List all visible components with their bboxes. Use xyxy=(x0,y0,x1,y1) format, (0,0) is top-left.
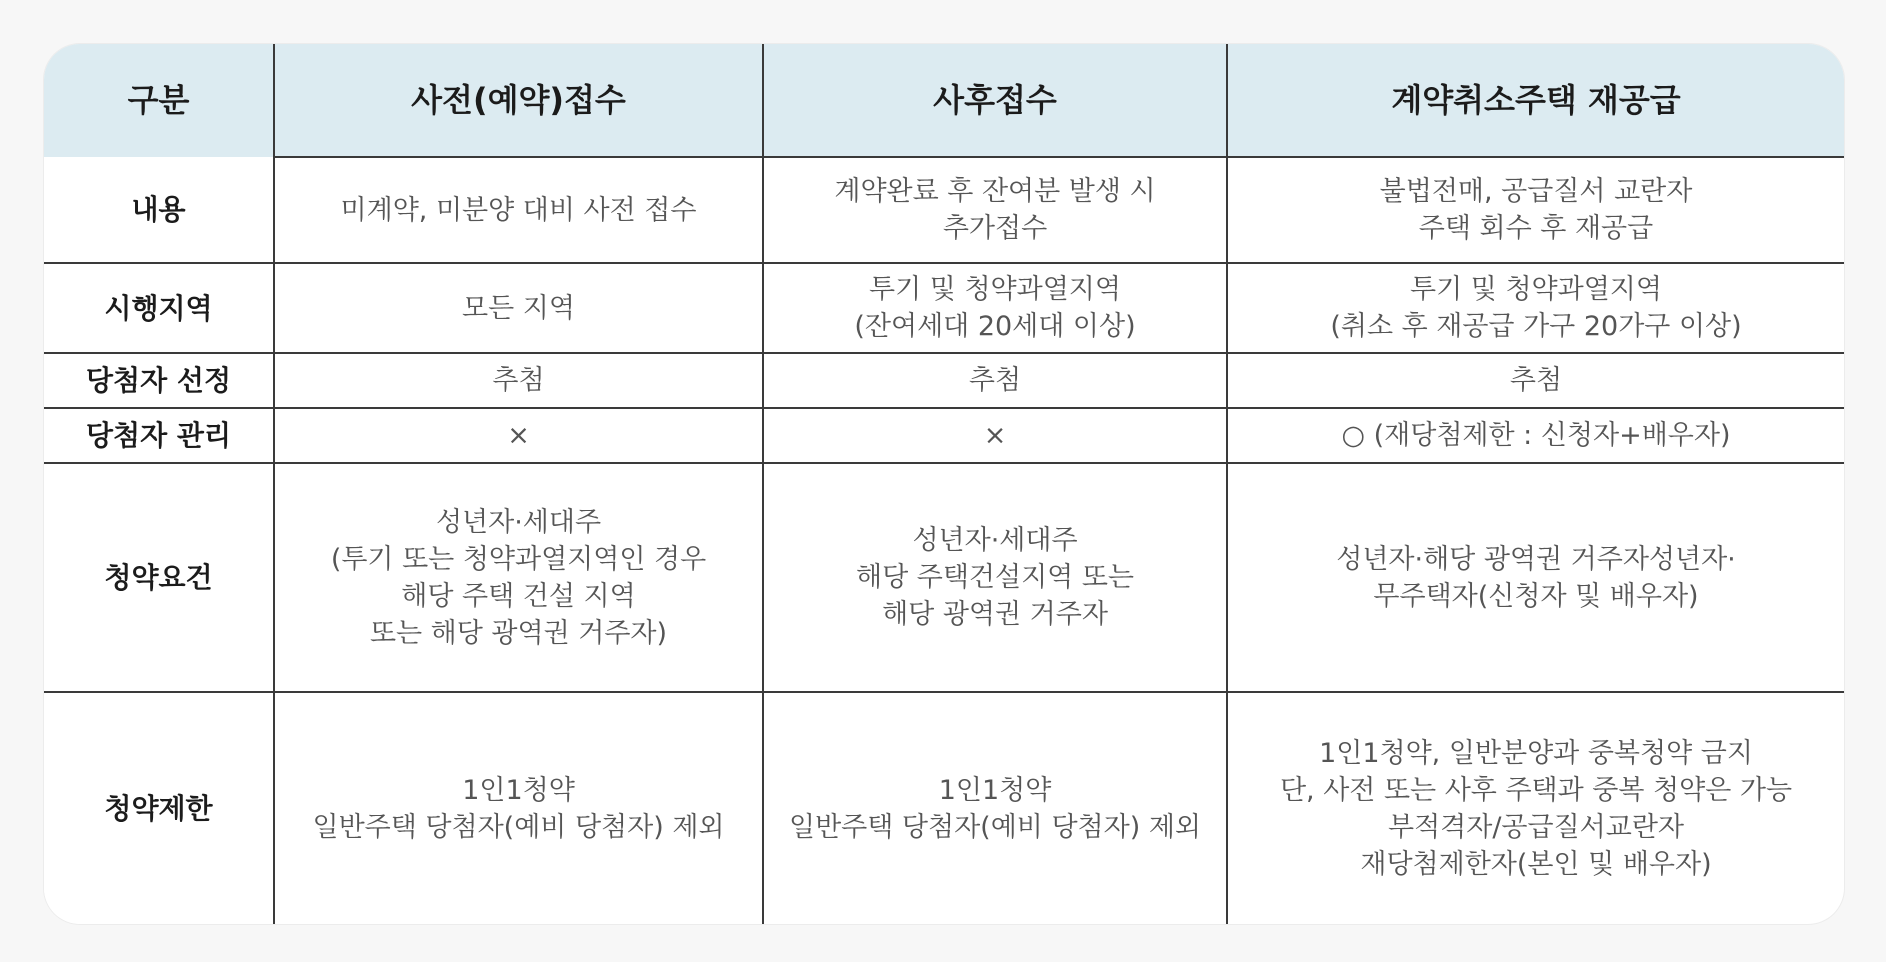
table-cell: 성년자·세대주 해당 주택건설지역 또는 해당 광역권 거주자 xyxy=(763,463,1227,692)
table-cell: 계약완료 후 잔여분 발생 시 추가접수 xyxy=(763,157,1227,263)
row-label: 청약요건 xyxy=(44,463,274,692)
comparison-table-card xyxy=(44,44,1844,924)
table-cell: 모든 지역 xyxy=(274,263,763,353)
comparison-table xyxy=(44,44,1844,924)
table-cell: 투기 및 청약과열지역 (취소 후 재공급 가구 20가구 이상) xyxy=(1227,263,1844,353)
table-cell: 투기 및 청약과열지역 (잔여세대 20세대 이상) xyxy=(763,263,1227,353)
table-row xyxy=(44,263,1844,353)
header-post-application: 사후접수 xyxy=(763,44,1227,157)
table-cell: 추첨 xyxy=(1227,353,1844,408)
table-cell: ○ (재당첨제한 : 신청자+배우자) xyxy=(1227,408,1844,463)
table-cell: 미계약, 미분양 대비 사전 접수 xyxy=(274,157,763,263)
row-label: 당첨자 관리 xyxy=(44,408,274,463)
row-label: 내용 xyxy=(44,157,274,263)
row-label: 시행지역 xyxy=(44,263,274,353)
table-cell: 1인1청약 일반주택 당첨자(예비 당첨자) 제외 xyxy=(763,692,1227,924)
table-cell: 1인1청약, 일반분양과 중복청약 금지 단, 사전 또는 사후 주택과 중복 청약은 가능 부적격자/공급질서교란자 재당첨제한자(본인 및 배우자) xyxy=(1227,692,1844,924)
header-pre-application: 사전(예약)접수 xyxy=(274,44,763,157)
header-category: 구분 xyxy=(44,44,274,157)
table-row xyxy=(44,692,1844,924)
table-cell: 1인1청약 일반주택 당첨자(예비 당첨자) 제외 xyxy=(274,692,763,924)
table-cell: 성년자·세대주 (투기 또는 청약과열지역인 경우 해당 주택 건설 지역 또는 해당 광역권 거주자) xyxy=(274,463,763,692)
table-row xyxy=(44,408,1844,463)
table-cell: 성년자·해당 광역권 거주자성년자· 무주택자(신청자 및 배우자) xyxy=(1227,463,1844,692)
table-cell: 불법전매, 공급질서 교란자 주택 회수 후 재공급 xyxy=(1227,157,1844,263)
row-label: 당첨자 선정 xyxy=(44,353,274,408)
table-row xyxy=(44,353,1844,408)
table-cell: × xyxy=(763,408,1227,463)
table-cell: 추첨 xyxy=(274,353,763,408)
header-resupply: 계약취소주택 재공급 xyxy=(1227,44,1844,157)
table-row xyxy=(44,157,1844,263)
table-row xyxy=(44,463,1844,692)
table-cell: 추첨 xyxy=(763,353,1227,408)
table-cell: × xyxy=(274,408,763,463)
table-header-row xyxy=(44,44,1844,157)
row-label: 청약제한 xyxy=(44,692,274,924)
